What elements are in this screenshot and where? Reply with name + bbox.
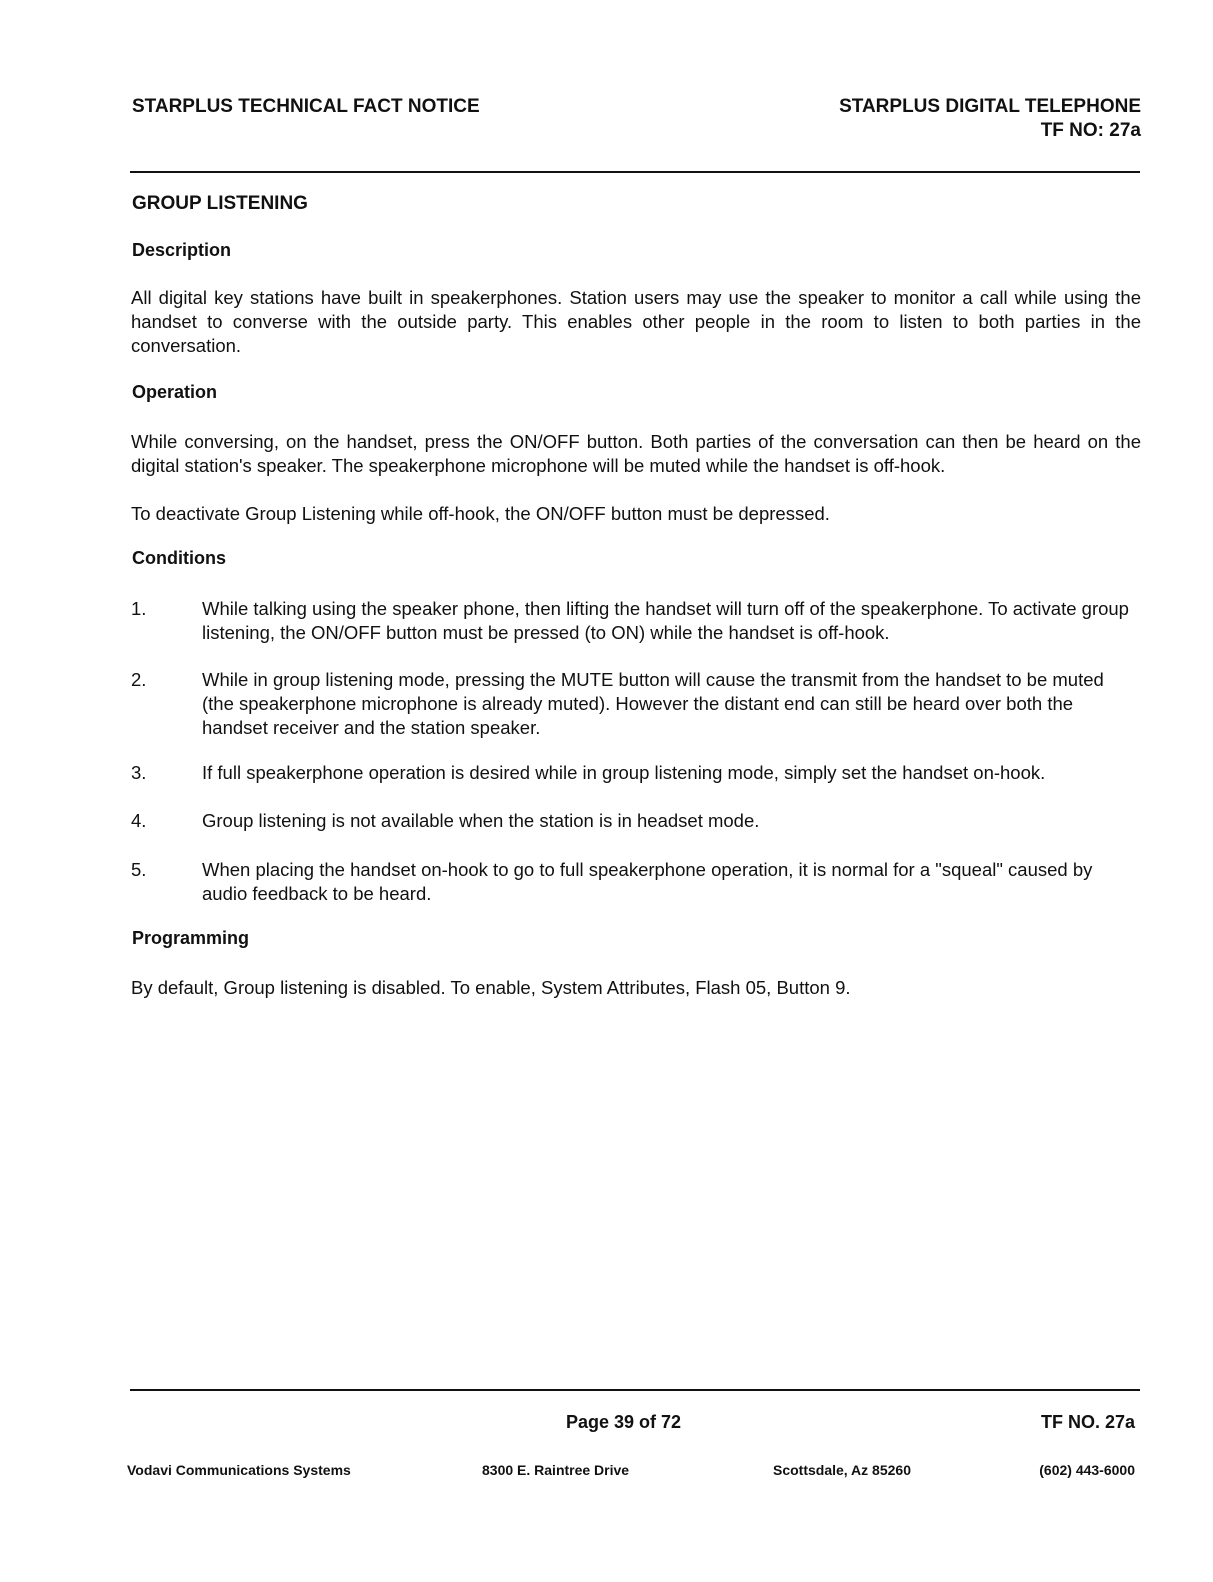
condition-text: If full speakerphone operation is desired while in group listening mode, simply set the handset on-hook.	[202, 762, 1046, 783]
operation-heading: Operation	[132, 382, 218, 402]
footer-address: 8300 E. Raintree Drive	[482, 1462, 630, 1478]
footer-tf-number: TF NO. 27a	[1040, 1412, 1135, 1432]
conditions-heading: Conditions	[132, 548, 226, 568]
page-title: GROUP LISTENING	[132, 193, 308, 214]
footer-company: Vodavi Communications Systems	[127, 1462, 351, 1478]
condition-text: While talking using the speaker phone, then lifting the handset will turn off of the speakerphone. To activate group listening, the ON/OFF button must be pressed (to ON) while the handset is off-hook.	[202, 598, 1129, 643]
condition-text: When placing the handset on-hook to go to full speakerphone operation, it is normal for a "squeal" caused by audio feedback to be heard.	[202, 859, 1093, 904]
description-heading: Description	[132, 240, 232, 260]
header-rule	[130, 171, 1140, 173]
footer-city: Scottsdale, Az 85260	[773, 1462, 911, 1478]
footer-rule	[130, 1389, 1140, 1391]
condition-number: 5.	[131, 859, 147, 880]
operation-paragraph: To deactivate Group Listening while off-hook, the ON/OFF button must be depressed.	[131, 503, 830, 524]
header-right-title: STARPLUS DIGITAL TELEPHONE	[839, 96, 1141, 117]
condition-number: 4.	[131, 810, 147, 831]
condition-number: 2.	[131, 669, 147, 690]
condition-text: Group listening is not available when the station is in headset mode.	[202, 810, 760, 831]
footer-phone: (602) 443-6000	[1039, 1462, 1135, 1478]
condition-number: 3.	[131, 762, 147, 783]
operation-paragraph: While conversing, on the handset, press the ON/OFF button. Both parties of the conversation can then be heard on the digital station's speaker. The speakerphone microphone will be muted while the handset is off-hook.	[131, 431, 1141, 476]
condition-number: 1.	[131, 598, 147, 619]
programming-heading: Programming	[132, 928, 250, 948]
condition-text: While in group listening mode, pressing the MUTE button will cause the transmit from the handset to be muted (the speakerphone microphone is already muted). However the distant end can still be heard over both the handset receiver and the station speaker.	[202, 669, 1104, 738]
description-text: All digital key stations have built in speakerphones. Station users may use the speaker to monitor a call while using the handset to converse with the outside party. This enables other people in the room to listen to both parties in the conversation.	[131, 287, 1141, 356]
page-number: Page 39 of 72	[566, 1412, 682, 1432]
header-tf-number: TF NO: 27a	[1040, 120, 1141, 141]
programming-text: By default, Group listening is disabled. To enable, System Attributes, Flash 05, Button 9.	[131, 977, 851, 998]
header-left: STARPLUS TECHNICAL FACT NOTICE	[132, 96, 480, 117]
